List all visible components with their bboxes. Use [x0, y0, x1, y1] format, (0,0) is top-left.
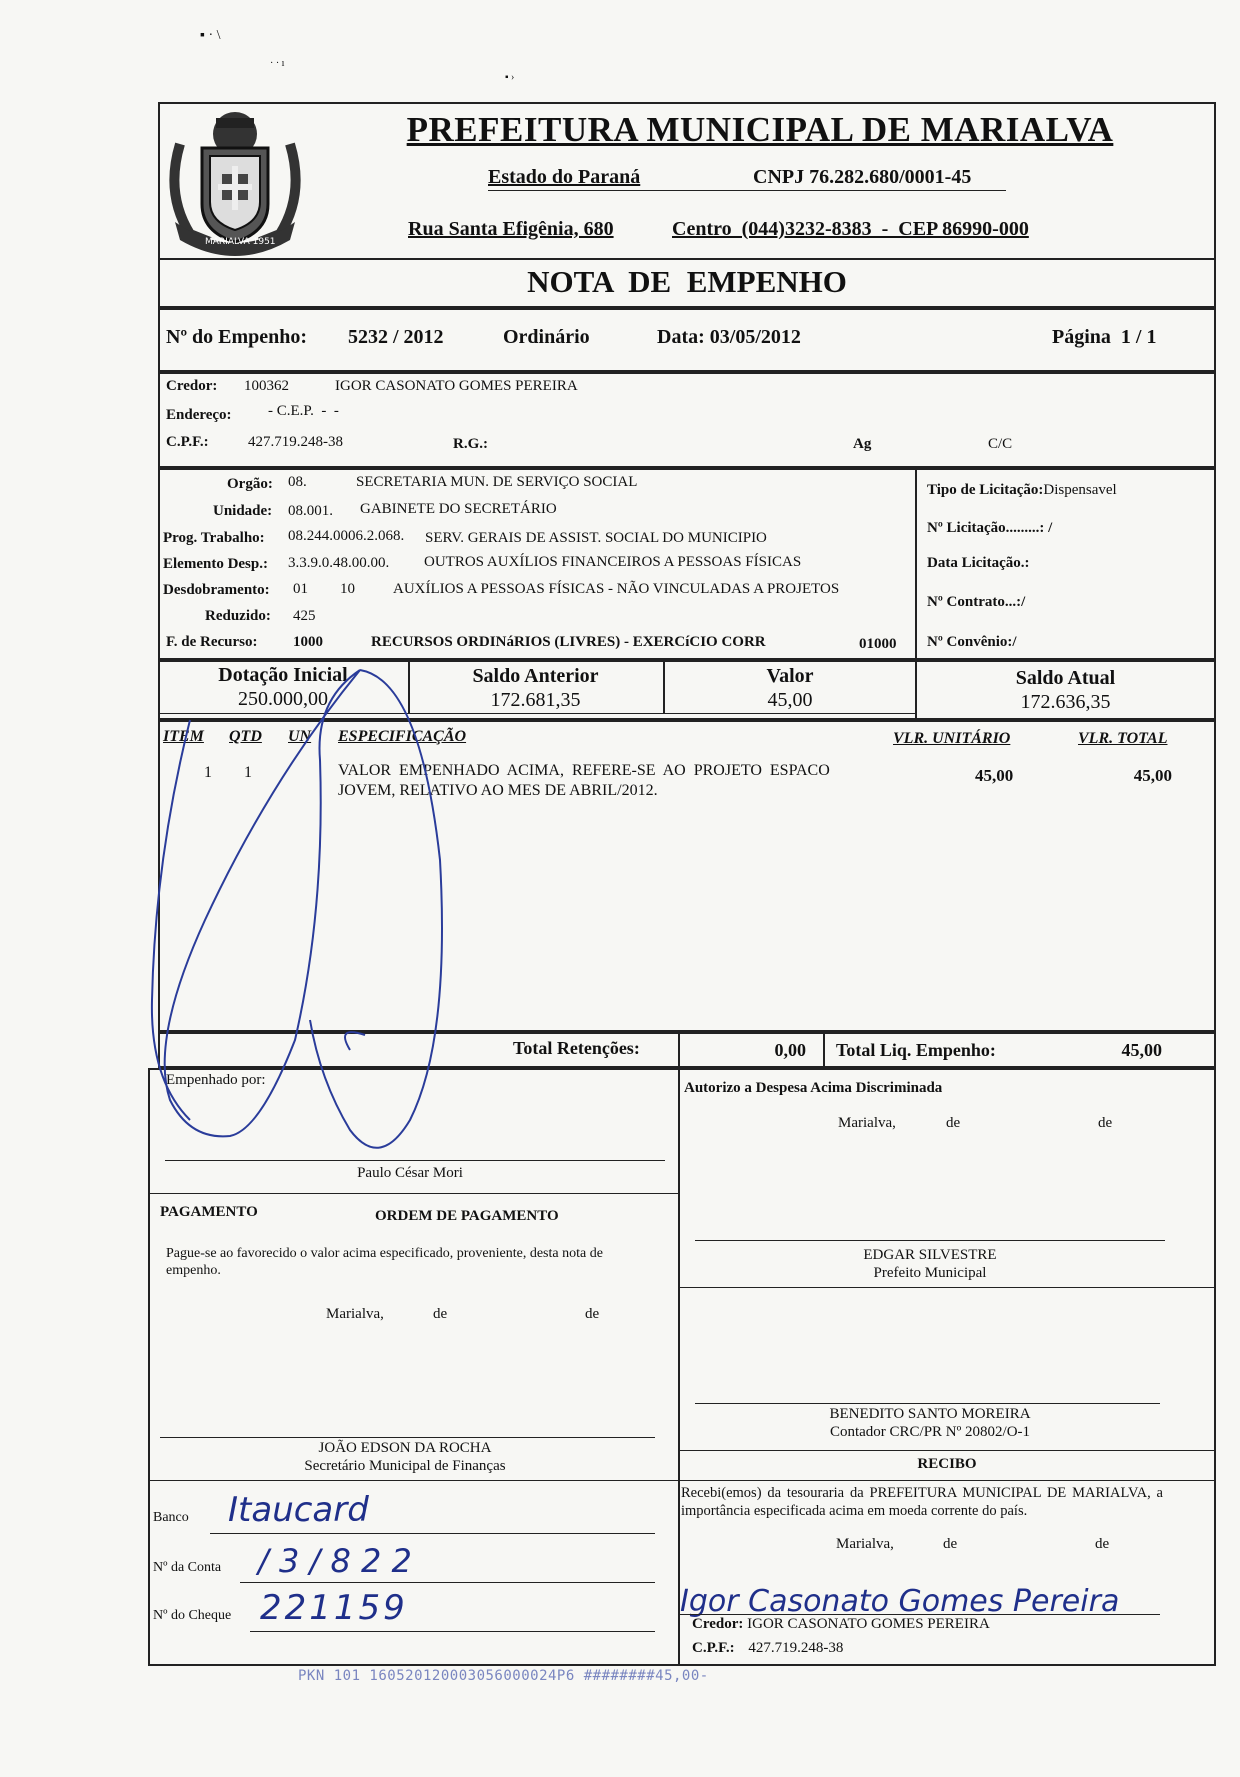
- retencoes-label: Total Retenções:: [513, 1038, 640, 1058]
- autorizo-de-2: de: [1098, 1115, 1113, 1131]
- secretario-sign-line: [160, 1437, 655, 1438]
- empenho-date: Data: 03/05/2012: [657, 326, 801, 348]
- prefeito-role: Prefeito Municipal: [873, 1265, 987, 1281]
- recibo-credor-label: Credor:: [692, 1616, 744, 1632]
- cnpj-label: CNPJ 76.282.680/0001-45: [753, 166, 972, 188]
- totals-divider-2: [823, 1032, 825, 1068]
- row-spec-line2: JOVEM, RELATIVO AO MES DE ABRIL/2012.: [338, 782, 658, 799]
- autorizo-label: Autorizo a Despesa Acima Discriminada: [684, 1080, 943, 1096]
- scan-mark: ▪ ›: [505, 72, 515, 83]
- pagamento-place: Marialva,: [326, 1306, 384, 1322]
- col-item: ITEM: [163, 728, 204, 745]
- banco-box-top: [148, 1480, 678, 1481]
- prog-label: Prog. Trabalho:: [163, 530, 265, 546]
- cheque-label: Nº do Cheque: [153, 1608, 232, 1623]
- recibo-de-2: de: [1095, 1536, 1110, 1552]
- valor-value: 45,00: [767, 689, 813, 711]
- secretario-role: Secretário Municipal de Finanças: [304, 1458, 506, 1474]
- recurso-number: 01000: [859, 636, 897, 652]
- unidade-name: GABINETE DO SECRETÁRIO: [360, 501, 557, 517]
- credor-code: 100362: [244, 378, 289, 394]
- row-total: 45,00: [1133, 766, 1172, 785]
- contador-role: Contador CRC/PR Nº 20802/O-1: [829, 1424, 1031, 1440]
- state-label: Estado do Paraná: [488, 166, 641, 188]
- pagamento-label: PAGAMENTO: [160, 1204, 258, 1220]
- cpf-value: 427.719.248-38: [248, 434, 343, 450]
- conta-handwritten: / 3 / 8 2 2: [258, 1542, 412, 1580]
- col-un: UN: [288, 728, 312, 745]
- recurso-name: RECURSOS ORDINáRIOS (LIVRES) - EXERCíCIO CORR: [371, 634, 766, 650]
- credor-name: IGOR CASONATO GOMES PEREIRA: [335, 378, 578, 394]
- orgao-label: Orgão:: [227, 476, 273, 492]
- saldo-anterior-label: Saldo Anterior: [472, 665, 599, 687]
- page-title: PREFEITURA MUNICIPAL DE MARIALVA: [406, 110, 1114, 149]
- saldo-anterior-value: 172.681,35: [490, 689, 581, 711]
- banco-handwritten: Itaucard: [228, 1490, 369, 1530]
- recurso-label: F. de Recurso:: [166, 634, 258, 650]
- contact-label: Centro (044)3232-8383 - CEP 86990-000: [672, 218, 1029, 240]
- cpf-label: C.P.F.:: [166, 434, 209, 450]
- reduzido-label: Reduzido:: [205, 608, 271, 624]
- orgao-code: 08.: [288, 474, 307, 490]
- recibo-de-1: de: [943, 1536, 958, 1552]
- header-divider: [488, 190, 1006, 191]
- cheque-handwritten: 221159: [260, 1588, 408, 1628]
- empenho-number: 5232 / 2012: [348, 326, 444, 348]
- licitacao-date: Data Licitação.:: [927, 555, 1030, 571]
- credor-label: Credor:: [166, 378, 218, 394]
- conta-label: Nº da Conta: [153, 1560, 222, 1575]
- row-item: 1: [204, 764, 212, 781]
- credor-sign-line: [680, 1614, 1160, 1615]
- col-qtd: QTD: [229, 728, 262, 745]
- prefeito-box-bottom: [678, 1287, 1216, 1288]
- secretario-name: JOÃO EDSON DA ROCHA: [318, 1440, 492, 1456]
- unidade-code: 08.001.: [288, 503, 333, 519]
- retencoes-value: 0,00: [774, 1040, 806, 1060]
- scan-mark: · · ı: [270, 58, 285, 69]
- liq-value: 45,00: [1121, 1040, 1162, 1060]
- footer-code: PKN 101 160520120003056000024P6 ########45,00-: [298, 1668, 709, 1684]
- liq-label: Total Liq. Empenho:: [836, 1040, 996, 1060]
- budget-divider: [915, 468, 917, 660]
- pagamento-de-1: de: [433, 1306, 448, 1322]
- tipo-licitacao-key: Tipo de Licitação:: [927, 482, 1044, 498]
- cheque-line: [250, 1631, 655, 1632]
- row-unit: 45,00: [975, 766, 1014, 785]
- recibo-title-line: [678, 1480, 1216, 1481]
- desd-name: AUXÍLIOS A PESSOAS FÍSICAS - NÃO VINCULADAS A PROJETOS: [393, 581, 840, 597]
- orgao-name: SECRETARIA MUN. DE SERVIÇO SOCIAL: [356, 474, 638, 490]
- row-spec-line1: VALOR EMPENHADO ACIMA, REFERE-SE AO PROJETO ESPACO: [338, 762, 830, 779]
- recurso-code: 1000: [293, 634, 323, 650]
- desd-label: Desdobramento:: [163, 582, 270, 598]
- address-label: Rua Santa Efigênia, 680: [408, 218, 614, 240]
- empenhado-label: Empenhado por:: [166, 1072, 266, 1088]
- payment-top-line: [148, 1193, 678, 1194]
- licitacao-number: Nº Licitação.........: /: [927, 520, 1053, 536]
- elem-label: Elemento Desp.:: [163, 556, 268, 572]
- totals-divider-1: [678, 1032, 680, 1068]
- ordem-label: ORDEM DE PAGAMENTO: [375, 1208, 559, 1224]
- tipo-licitacao-value: Dispensavel: [1043, 482, 1117, 498]
- valor-label: Valor: [766, 665, 814, 687]
- cc-label: C/C: [988, 436, 1013, 452]
- address-field-label: Endereço:: [166, 407, 232, 423]
- prefeito-sign-line: [695, 1240, 1165, 1241]
- prefeito-name: EDGAR SILVESTRE: [863, 1247, 997, 1263]
- header-sep: [158, 258, 1216, 260]
- prog-name: SERV. GERAIS DE ASSIST. SOCIAL DO MUNICIPIO: [425, 530, 767, 546]
- address-field-value: - C.E.P. - -: [268, 403, 339, 419]
- empenho-number-label: Nº do Empenho:: [166, 326, 308, 348]
- convenio-number: Nº Convênio:/: [927, 634, 1017, 650]
- dotacao-value: 250.000,00: [238, 688, 328, 710]
- page-number: Página 1 / 1: [1052, 326, 1157, 348]
- credor-box: [158, 372, 1216, 468]
- credor-sign-block: [692, 1616, 990, 1633]
- pagamento-de-2: de: [585, 1306, 600, 1322]
- dotacao-label: Dotação Inicial: [218, 664, 348, 686]
- empenho-type: Ordinário: [503, 326, 590, 348]
- elem-code: 3.3.9.0.48.00.00.: [288, 555, 390, 571]
- recibo-text: Recebi(emos) da tesouraria da PREFEITURA MUNICIPAL DE MARIALVA, a importância especificada acima em moeda corrente do país.: [681, 1485, 1163, 1519]
- tipo-licitacao-label: [927, 482, 1117, 499]
- scan-mark: ▪ · \: [200, 28, 221, 43]
- recibo-place: Marialva,: [836, 1536, 894, 1552]
- coat-of-arms-logo: [160, 104, 310, 260]
- ag-label: Ag: [853, 436, 872, 452]
- unidade-label: Unidade:: [213, 503, 273, 519]
- recibo-title: RECIBO: [917, 1456, 977, 1472]
- saldo-atual-value: 172.636,35: [1020, 691, 1111, 713]
- empenhado-name: Paulo César Mori: [357, 1165, 463, 1181]
- col-total: VLR. TOTAL: [1078, 730, 1168, 747]
- banco-line: [210, 1533, 655, 1534]
- saldo-atual-label: Saldo Atual: [1015, 667, 1116, 689]
- pen-scribble: [150, 660, 530, 1180]
- col-spec: ESPECIFICAÇÃO: [338, 728, 467, 745]
- doc-title: NOTA DE EMPENHO: [527, 264, 847, 299]
- signatures-divider: [678, 1068, 680, 1666]
- recibo-cpf-label: C.P.F.:: [692, 1640, 735, 1656]
- recibo-credor-name: IGOR CASONATO GOMES PEREIRA: [747, 1616, 990, 1632]
- col-unit: VLR. UNITÁRIO: [893, 730, 1011, 747]
- recibo-top-line: [678, 1450, 1216, 1451]
- contador-name: BENEDITO SANTO MOREIRA: [829, 1406, 1031, 1422]
- elem-name: OUTROS AUXÍLIOS FINANCEIROS A PESSOAS FÍSICAS: [424, 554, 802, 570]
- cpf-sign-block: [692, 1640, 843, 1657]
- desd-b: 10: [340, 581, 355, 597]
- banco-label: Banco: [153, 1510, 189, 1525]
- recibo-cpf-value: 427.719.248-38: [748, 1640, 844, 1656]
- row-qtd: 1: [244, 764, 252, 781]
- pagamento-text: Pague-se ao favorecido o valor acima especificado, proveniente, desta nota de empenho.: [166, 1246, 603, 1278]
- svg-text:MARIALVA 1951: MARIALVA 1951: [205, 237, 276, 247]
- autorizo-place: Marialva,: [838, 1115, 896, 1131]
- rg-label: R.G.:: [453, 436, 488, 452]
- prog-code: 08.244.0006.2.068.: [288, 528, 405, 544]
- credor-signature: Igor Casonato Gomes Pereira: [680, 1584, 1120, 1619]
- reduzido-value: 425: [293, 608, 316, 624]
- contador-sign-line: [695, 1403, 1160, 1404]
- contrato-number: Nº Contrato...:/: [927, 594, 1026, 610]
- desd-a: 01: [293, 581, 308, 597]
- conta-line: [240, 1582, 655, 1583]
- autorizo-de-1: de: [946, 1115, 961, 1131]
